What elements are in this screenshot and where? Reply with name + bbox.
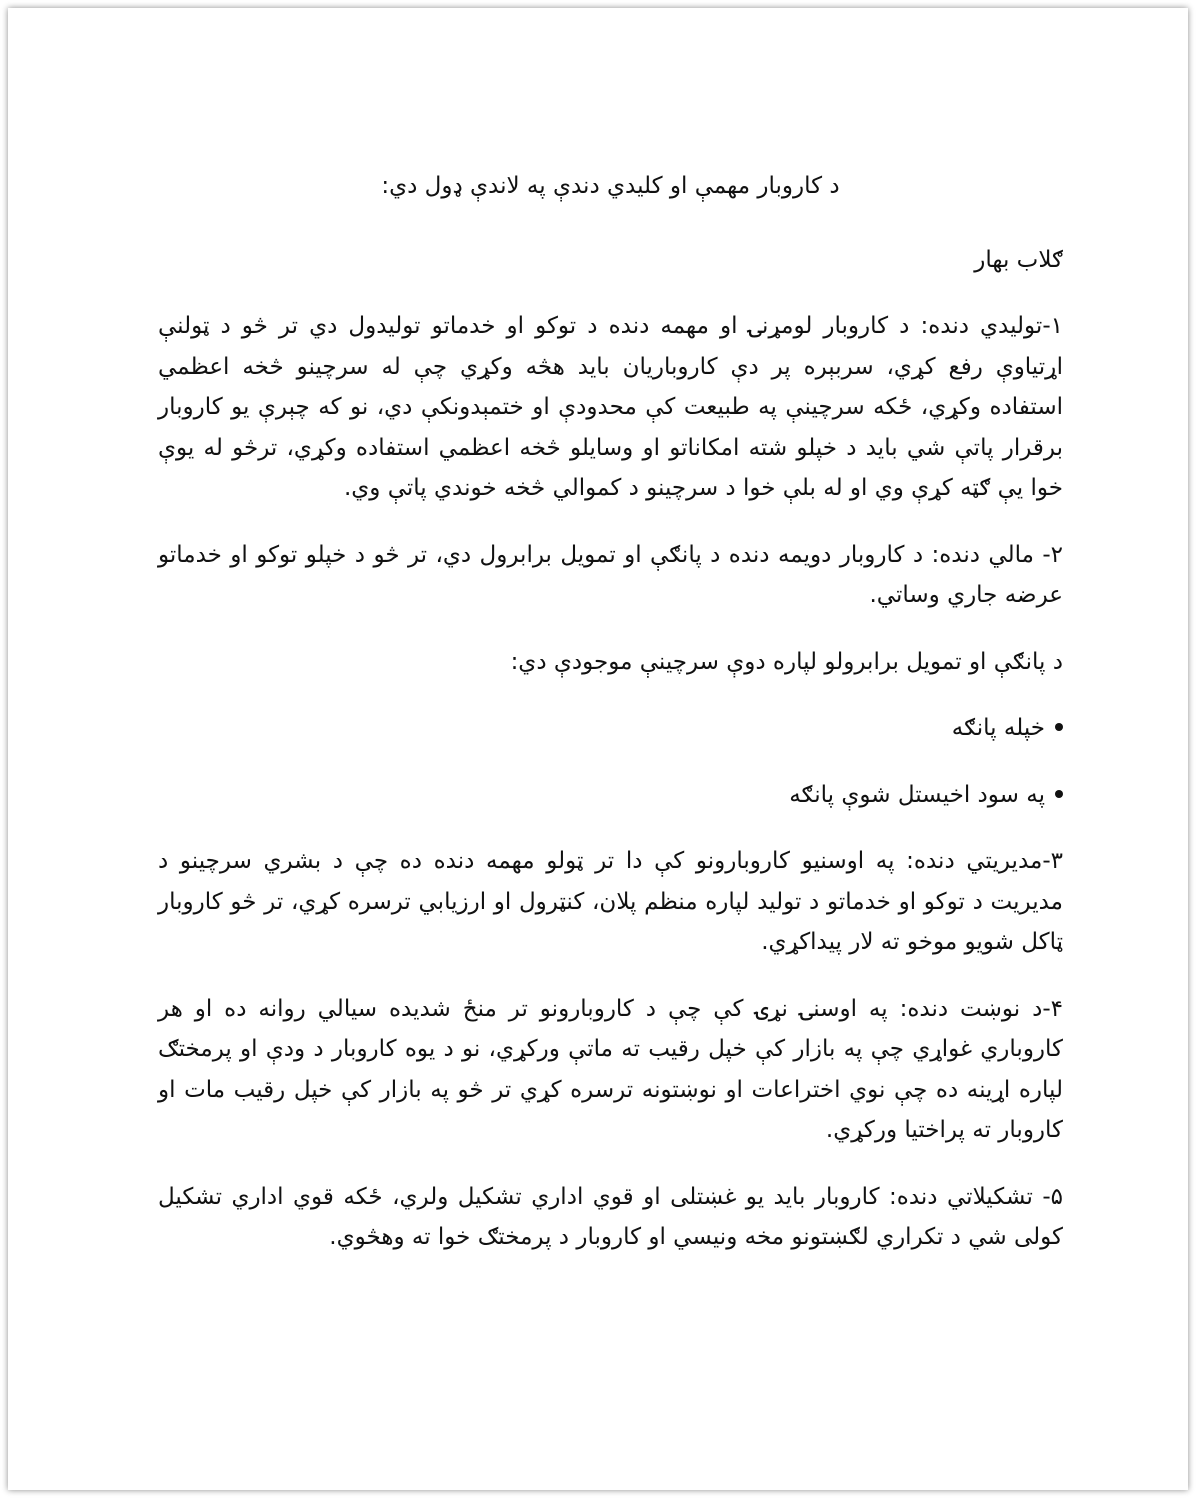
paragraph-organizational-function: ۵- تشکيلاتي دنده: کاروبار بايد يو غښتلی او قوي اداري تشکيل ولري، ځکه قوي اداري تشکيل کولی شي د تکراري لګښتونو مخه ونيسي او کاروبار د پرمختګ خوا ته وهڅوي. xyxy=(158,1183,1063,1250)
document-page xyxy=(8,8,1188,1490)
paragraph-management-function: ۳-مديريتي دنده: په اوسنيو کاروبارونو کې دا تر ټولو مهمه دنده ده چې د بشري سرچينو د مديريت د توکو او خدماتو د توليد لپاره منظم پلان، کنټرول او ارزيابي ترسره کړي، تر څو کاروبار ټاکل شويو موخو ته لار پيداکړي. xyxy=(158,848,1063,955)
list-item-label: خپله پانګه xyxy=(951,715,1045,741)
list-item-label: په سود اخيستل شوې پانګه xyxy=(789,781,1045,808)
list-item-borrowed-capital xyxy=(158,775,1063,816)
paragraph-financial-function: ۲- مالي دنده: د کاروبار دويمه دنده د پانګې او تمويل برابرول دي، تر څو د خپلو توکو او خدماتو عرضه جاري وساتي. xyxy=(158,541,1063,608)
paragraph-innovation-function: ۴-د نوښت دنده: په اوسنۍ نړۍ کې چې د کاروبارونو تر منځ شديده سيالي روانه ده او هر کاروباري غواړي چې په بازار کې خپل رقيب ته ماتې ورکړي، نو د يوه کاروبار د ودې او پرمختګ لپاره اړينه ده چې نوي اختراعات او نوښتونه ترسره کړي تر څو په بازار کې خپل رقيب مات او کاروبار ته پراختيا ورکړي. xyxy=(158,995,1063,1143)
list-item-own-capital xyxy=(158,708,1063,749)
paragraph-capital-sources-intro: د پانګې او تمويل برابرولو لپاره دوې سرچينې موجودې دي: xyxy=(510,648,1063,675)
document-body xyxy=(158,166,1063,1284)
document-author: ګلاب بهار xyxy=(974,246,1063,273)
bullet-icon xyxy=(1055,790,1063,798)
bullet-icon xyxy=(1055,723,1063,731)
document-title: د کاروبار مهمې او کليدي دندې په لاندې ډول دي: xyxy=(381,173,840,199)
paragraph-production-function: ۱-توليدي دنده: د کاروبار لومړنۍ او مهمه دنده د توکو او خدماتو توليدول دي تر څو د ټولنې اړتياوې رفع کړي، سربېره پر دې کاروباريان بايد هڅه وکړي چې له سرچينو څخه اعظمي استفاده وکړي، ځکه سرچينې په طبيعت کې محدودې او ختمېدونکې دي، نو که چېرې يو کاروبار برقرار پاتې شي بايد د خپلو شته امکاناتو او وسايلو څخه اعظمي استفاده وکړي، ترڅو له يوې خوا يې ګټه کړې وي او له بلې خوا د سرچينو د کموالي څخه خوندي پاتې وي. xyxy=(158,313,1063,501)
